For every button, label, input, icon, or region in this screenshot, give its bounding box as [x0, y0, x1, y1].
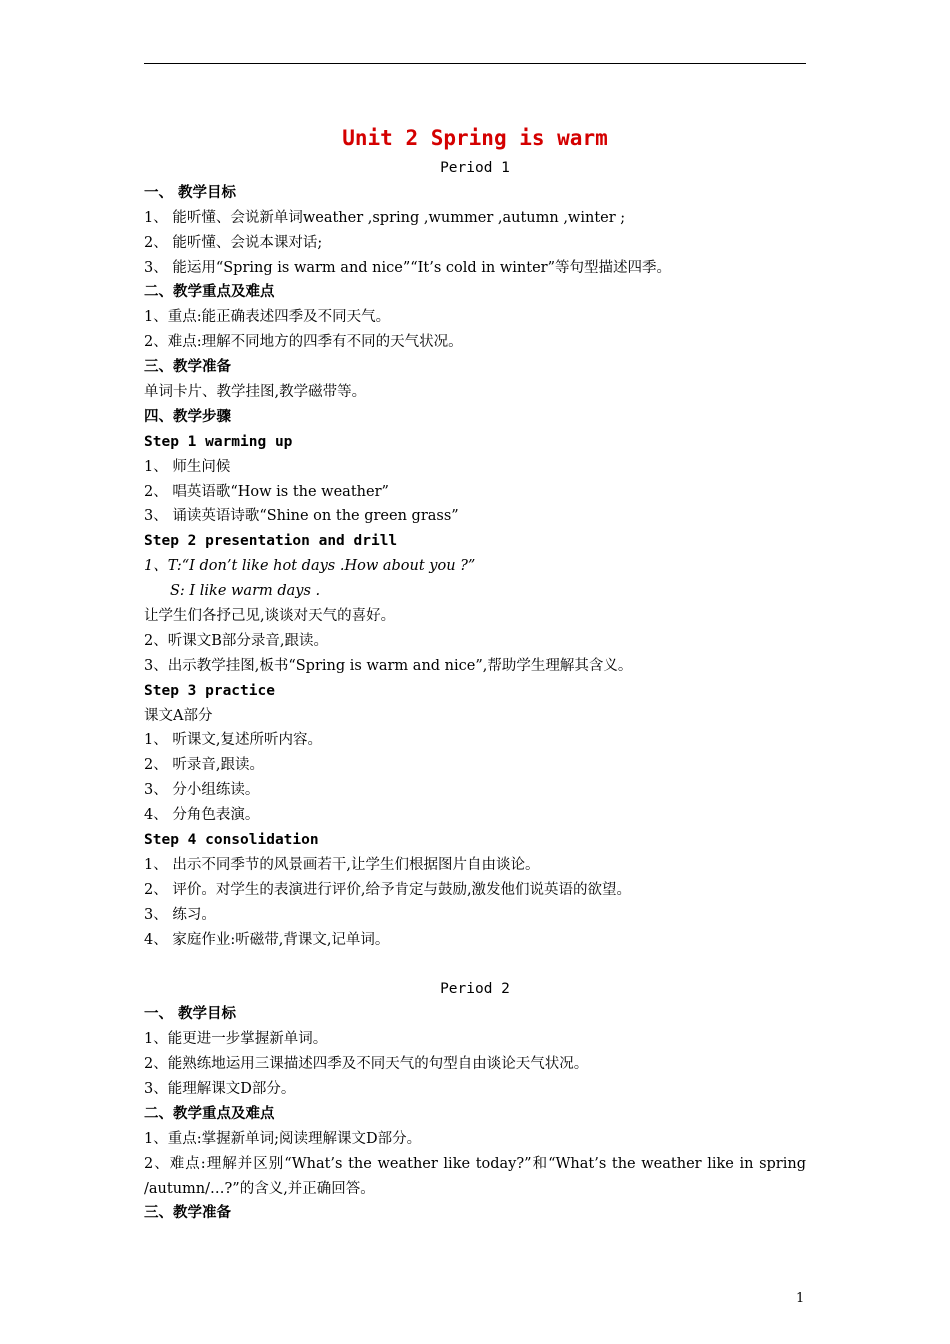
step1-item: 2、 唱英语歌“How is the weather” — [144, 483, 389, 500]
step2-item: 让学生们各抒己见,谈谈对天气的喜好。 — [144, 608, 396, 625]
p1-goal-item: 2、 能听懂、会说本课对话; — [144, 234, 323, 251]
step4-item: 2、 评价。对学生的表演进行评价,给予肯定与鼓励,激发他们说英语的欲望。 — [144, 881, 632, 898]
step2-dialog-teacher: 1、T:“I don’t like hot days .How about you ?” — [144, 558, 476, 575]
p2-goal-item: 1、能更进一步掌握新单词。 — [144, 1031, 328, 1048]
page-number: 1 — [796, 1291, 805, 1306]
p2-goal-item: 3、能理解课文D部分。 — [144, 1080, 296, 1097]
header-rule — [144, 63, 806, 64]
step2-item: 3、出示教学挂图,板书“Spring is warm and nice”,帮助学生理解其含义。 — [144, 657, 633, 674]
p2-section-goals-title: 一、 教学目标 — [144, 1006, 237, 1023]
document-title: Unit 2 Spring is warm — [342, 126, 608, 150]
step3-item: 1、 听课文,复述所听内容。 — [144, 732, 322, 749]
period2-heading: Period 2 — [440, 981, 510, 998]
p2-goal-item: 2、能熟练地运用三课描述四季及不同天气的句型自由谈论天气状况。 — [144, 1056, 589, 1073]
p2-keypoint-item: 1、重点:掌握新单词;阅读理解课文D部分。 — [144, 1130, 422, 1147]
step4-title: Step 4 consolidation — [144, 832, 319, 849]
step2-item: 2、听课文B部分录音,跟读。 — [144, 632, 328, 649]
step4-item: 4、 家庭作业:听磁带,背课文,记单词。 — [144, 931, 390, 948]
p2-keypoint-item: 2、难点:理解并区别“What’s the weather like today?”和“What’s the weather like in spring /autumn/…?”的含义,并正确回答。 — [144, 1155, 806, 1197]
period1-heading: Period 1 — [440, 160, 510, 176]
p1-section-prep-title: 三、教学准备 — [144, 359, 231, 376]
p2-section-prep-title: 三、教学准备 — [144, 1205, 231, 1222]
p1-section-goals-title: 一、 教学目标 — [144, 184, 237, 201]
step3-title: Step 3 practice — [144, 682, 275, 699]
document-body — [144, 120, 806, 1226]
p1-goal-item: 3、 能运用“Spring is warm and nice”“It’s cold in winter”等句型描述四季。 — [144, 259, 671, 276]
p1-goal-item: 1、 能听懂、会说新单词weather ,spring ,wummer ,autumn ,winter ; — [144, 209, 626, 226]
p1-keypoint-item: 2、难点:理解不同地方的四季有不同的天气状况。 — [144, 334, 463, 351]
step3-item: 4、 分角色表演。 — [144, 807, 260, 824]
step3-item: 3、 分小组练读。 — [144, 782, 260, 799]
step1-title: Step 1 warming up — [144, 433, 293, 450]
p1-section-steps-title: 四、教学步骤 — [144, 408, 231, 425]
step2-dialog-student: S: I like warm days . — [170, 583, 321, 600]
p2-section-keypoints-title: 二、教学重点及难点 — [144, 1105, 275, 1122]
step2-title: Step 2 presentation and drill — [144, 533, 398, 550]
step1-item: 1、 师生问候 — [144, 458, 231, 475]
p1-prep-text: 单词卡片、教学挂图,教学磁带等。 — [144, 384, 367, 401]
section-spacer — [144, 953, 806, 978]
p1-keypoint-item: 1、重点:能正确表述四季及不同天气。 — [144, 309, 391, 326]
step1-item: 3、 诵读英语诗歌“Shine on the green grass” — [144, 508, 459, 525]
step3-subtitle: 课文A部分 — [144, 707, 213, 724]
p1-section-keypoints-title: 二、教学重点及难点 — [144, 284, 275, 301]
step4-item: 3、 练习。 — [144, 906, 216, 923]
step4-item: 1、 出示不同季节的风景画若干,让学生们根据图片自由谈论。 — [144, 856, 540, 873]
step3-item: 2、 听录音,跟读。 — [144, 757, 264, 774]
